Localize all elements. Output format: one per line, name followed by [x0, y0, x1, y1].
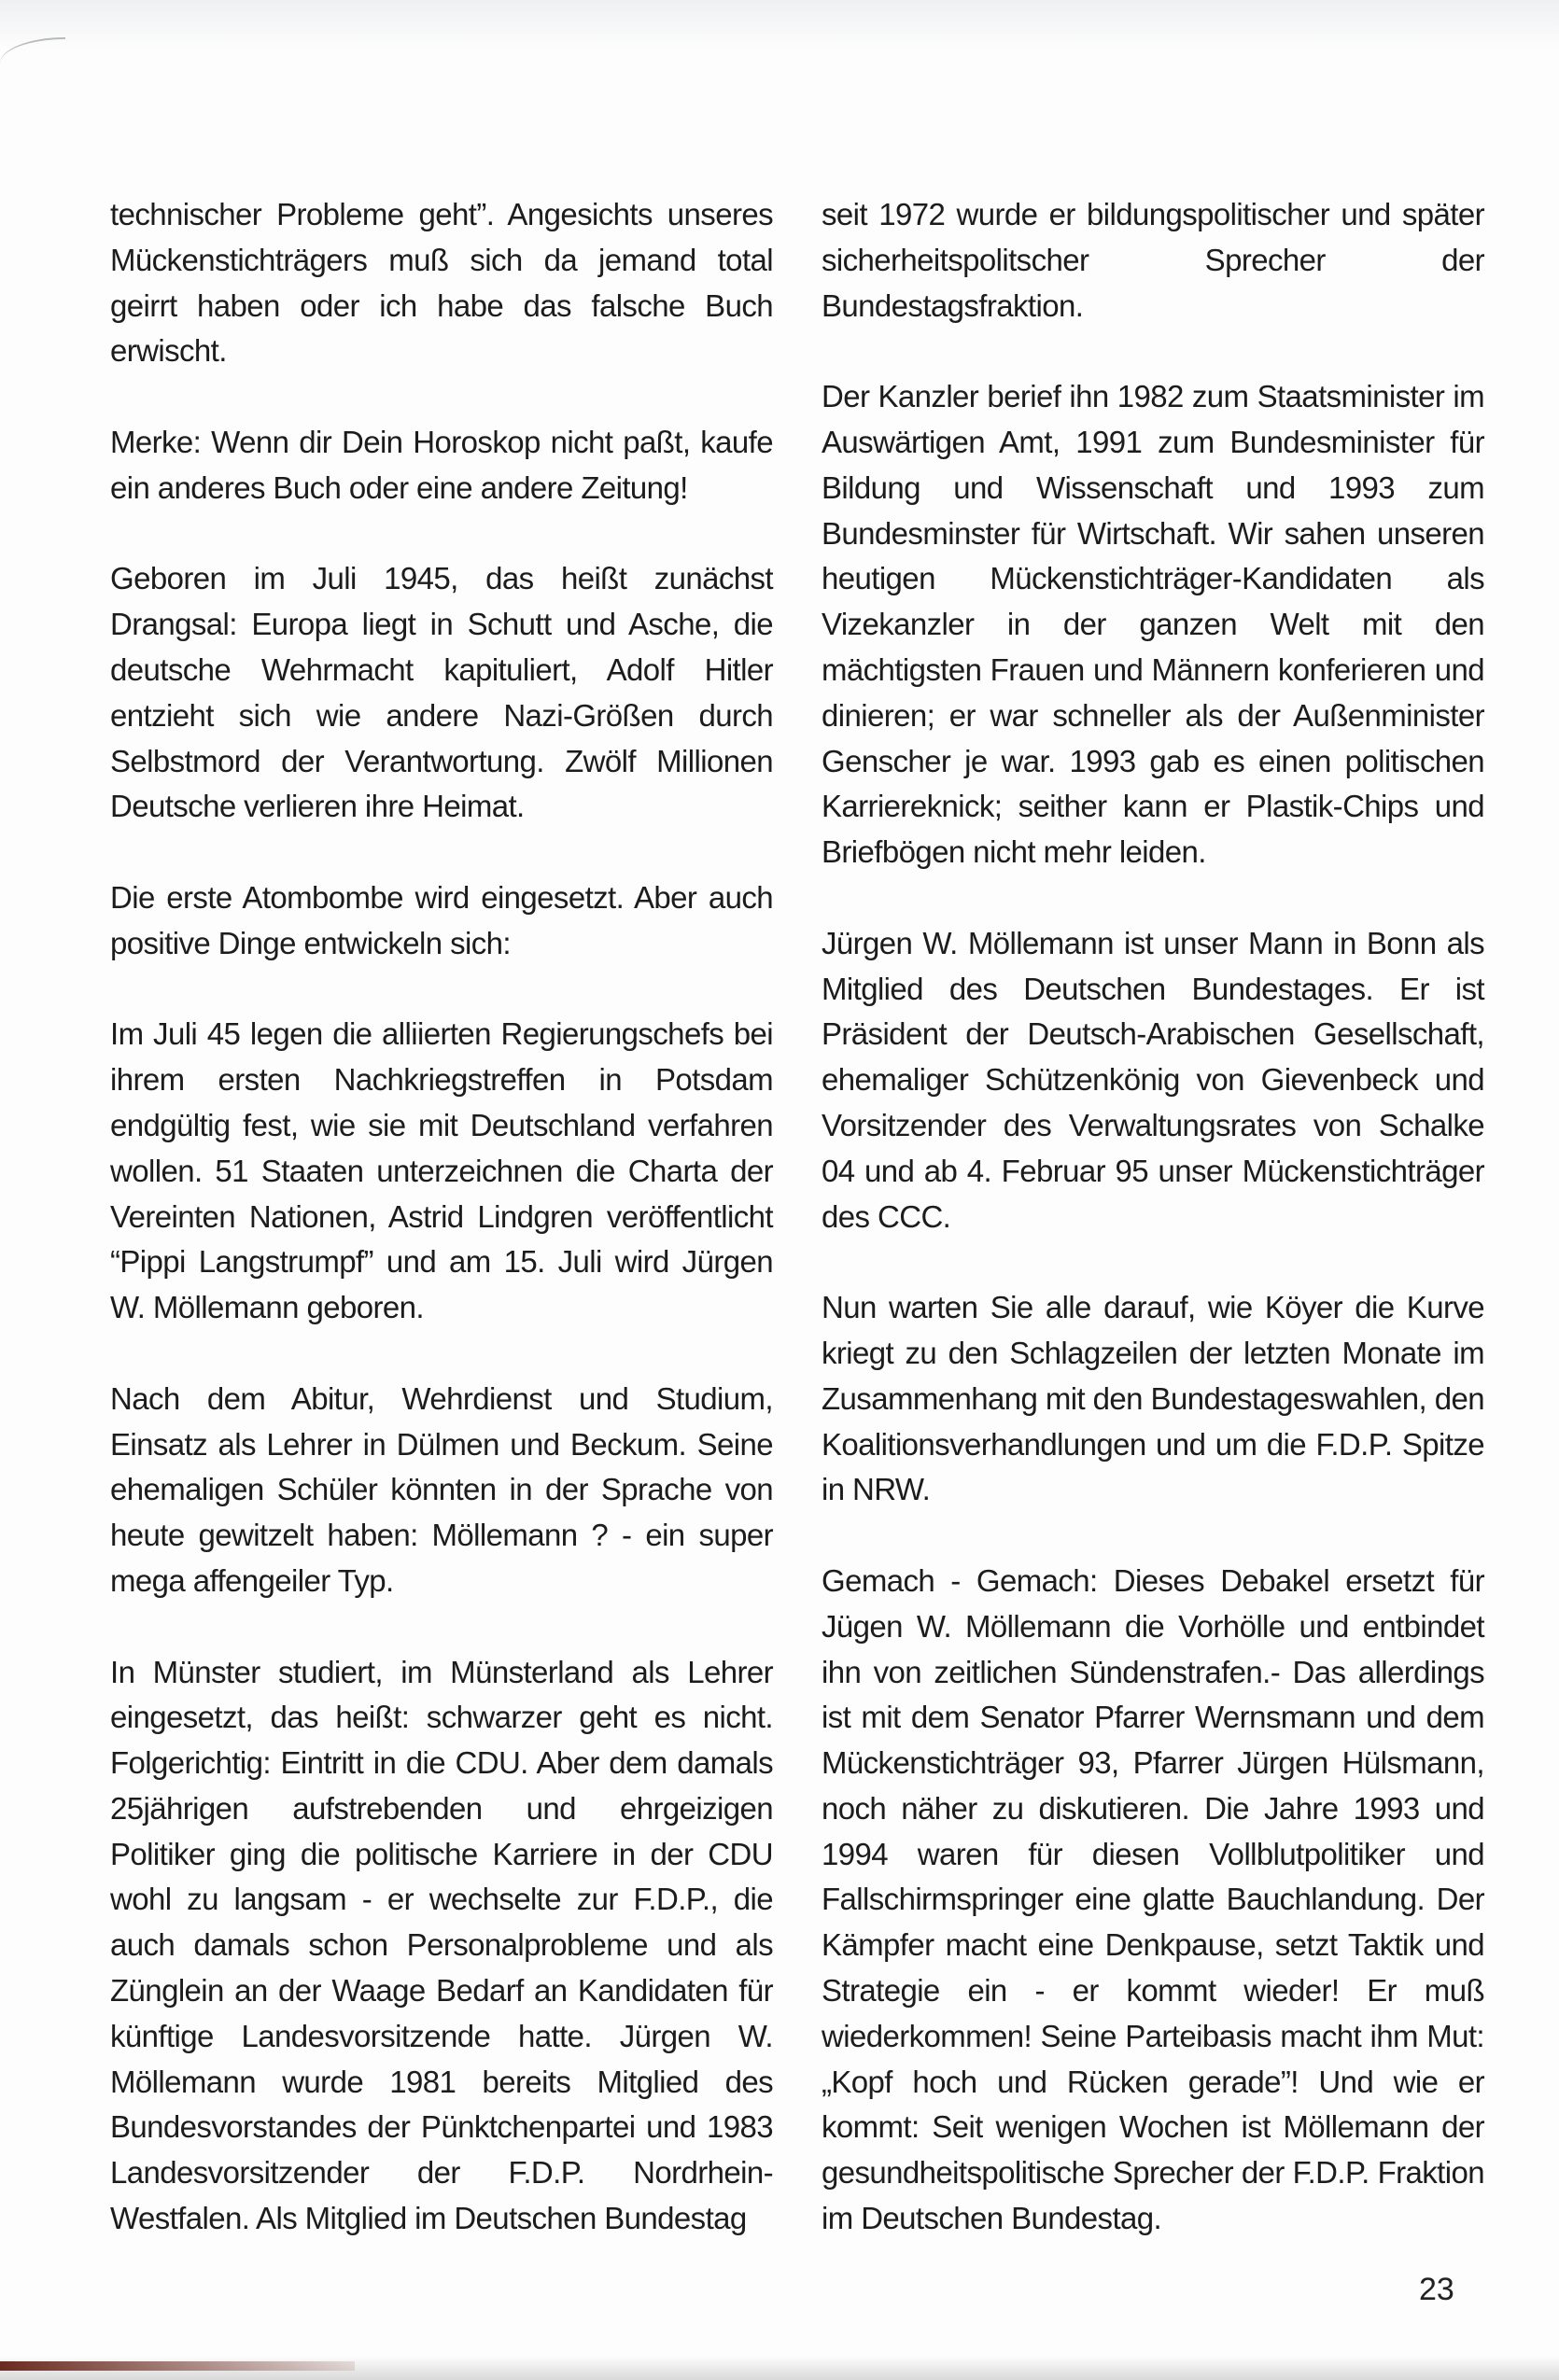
paragraph: technischer Probleme geht”. Angesichts unseres Mückenstichträgers muß sich da jemand total geirrt haben oder ich habe das falsche Buch erwischt. [110, 197, 773, 369]
paragraph: seit 1972 wurde er bildungspolitischer und später sicherheitspolitscher Sprecher der Bundestagsfraktion. [822, 197, 1484, 323]
paragraph: Jürgen W. Möllemann ist unser Mann in Bonn als Mitglied des Deutschen Bundestages. Er ist Präsident der Deutsch-Arabischen Gesellschaft, ehemaliger Schützenkönig von Gievenbeck und Vorsitzender des Verwaltungsrates von Schalke 04 und ab 4. Februar 95 unser Mückenstichträger des CCC. [822, 925, 1484, 1234]
paragraph: In Münster studiert, im Münsterland als Lehrer eingesetzt, das heißt: schwarzer geht es nicht. Folgerichtig: Eintritt in die CDU. Aber dem damals 25jährigen aufstrebenden und ehrgeizigen Politiker ging die politische Karriere in der CDU wohl zu langsam - er wechselte zur F.D.P., die auch damals schon Personalprobleme und als Zünglein an der Waage Bedarf an Kandidaten für künftige Landesvorsitzende hatte. Jürgen W. Möllemann wurde 1981 bereits Mitglied des Bundesvorstandes der Pünktchenpartei und 1983 Landesvorsitzender der F.D.P. Nordrhein-Westfalen. Als Mitglied im Deutschen Bundestag [110, 1654, 773, 2236]
paragraph: Der Kanzler berief ihn 1982 zum Staatsminister im Auswärtigen Amt, 1991 zum Bundesminister für Bildung und Wissenschaft und 1993 zum Bundesminster für Wirtschaft. Wir sahen unseren heutigen Mückenstichträger-Kandidaten als Vizekanzler in der ganzen Welt mit den mächtigsten Frauen und Männern konferieren und dinieren; er war schneller als der Außenminister Genscher je war. 1993 gab es einen politischen Karriereknick; seither kann er Plastik-Chips und Briefbögen nicht mehr leiden. [822, 379, 1484, 870]
scan-top-edge [0, 0, 1559, 49]
paragraph: Nach dem Abitur, Wehrdienst und Studium, Einsatz als Lehrer in Dülmen und Beckum. Seine ehemaligen Schüler könnten in der Sprache von heute gewitzelt haben: Möllemann ? - ein super mega affengeiler Typ. [110, 1380, 773, 1598]
paragraph: Merke: Wenn dir Dein Horoskop nicht paßt, kaufe ein anderes Buch oder eine andere Zeitung! [110, 424, 773, 505]
paragraph: Nun warten Sie alle darauf, wie Köyer die Kurve kriegt zu den Schlagzeilen der letzten Monate im Zusammenhang mit den Bundestageswahlen, den Koalitionsverhandlungen und um die F.D.P. Spitze in NRW. [822, 1290, 1484, 1507]
paragraph: Geboren im Juli 1945, das heißt zunächst Drangsal: Europa liegt in Schutt und Asche, die deutsche Wehrmacht kapituliert, Adolf Hitler entzieht sich wie andere Nazi-Größen durch Selbstmord der Verantwortung. Zwölf Millionen Deutsche verlieren ihre Heimat. [110, 561, 773, 824]
left-text-column [110, 192, 773, 2288]
paragraph: Die erste Atombombe wird eingesetzt. Aber auch positive Dinge entwickeln sich: [110, 879, 773, 960]
right-text-column [822, 192, 1484, 2288]
scan-bottom-shadow [0, 2361, 355, 2371]
page-number: 23 [1419, 2272, 1454, 2307]
paragraph: Gemach - Gemach: Dieses Debakel ersetzt für Jügen W. Möllemann die Vorhölle und entbindet ihn von zeitlichen Sündenstrafen.- Das allerdings ist mit dem Senator Pfarrer Wernsmann und dem Mückenstichträger 93, Pfarrer Jürgen Hülsmann, noch näher zu diskutieren. Die Jahre 1993 und 1994 waren für diesen Vollblutpolitiker und Fallschirmspringer eine glatte Bauchlandung. Der Kämpfer macht eine Denkpause, setzt Taktik und Strategie ein - er kommt wieder! Er muß wiederkommen! Seine Parteibasis macht ihm Mut: „Kopf hoch und Rücken gerade”! Und wie er kommt: Seit wenigen Wochen ist Möllemann der gesundheitspolitische Sprecher der F.D.P. Fraktion im Deutschen Bundestag. [822, 1562, 1484, 2236]
paragraph: Im Juli 45 legen die alliierten Regierungschefs bei ihrem ersten Nachkriegstreffen in Potsdam endgültig fest, wie sie mit Deutschland verfahren wollen. 51 Staaten unterzeichnen die Charta der Vereinten Nationen, Astrid Lindgren veröffentlicht “Pippi Langstrumpf” und am 15. Juli wird Jürgen W. Möllemann geboren. [110, 1016, 773, 1325]
